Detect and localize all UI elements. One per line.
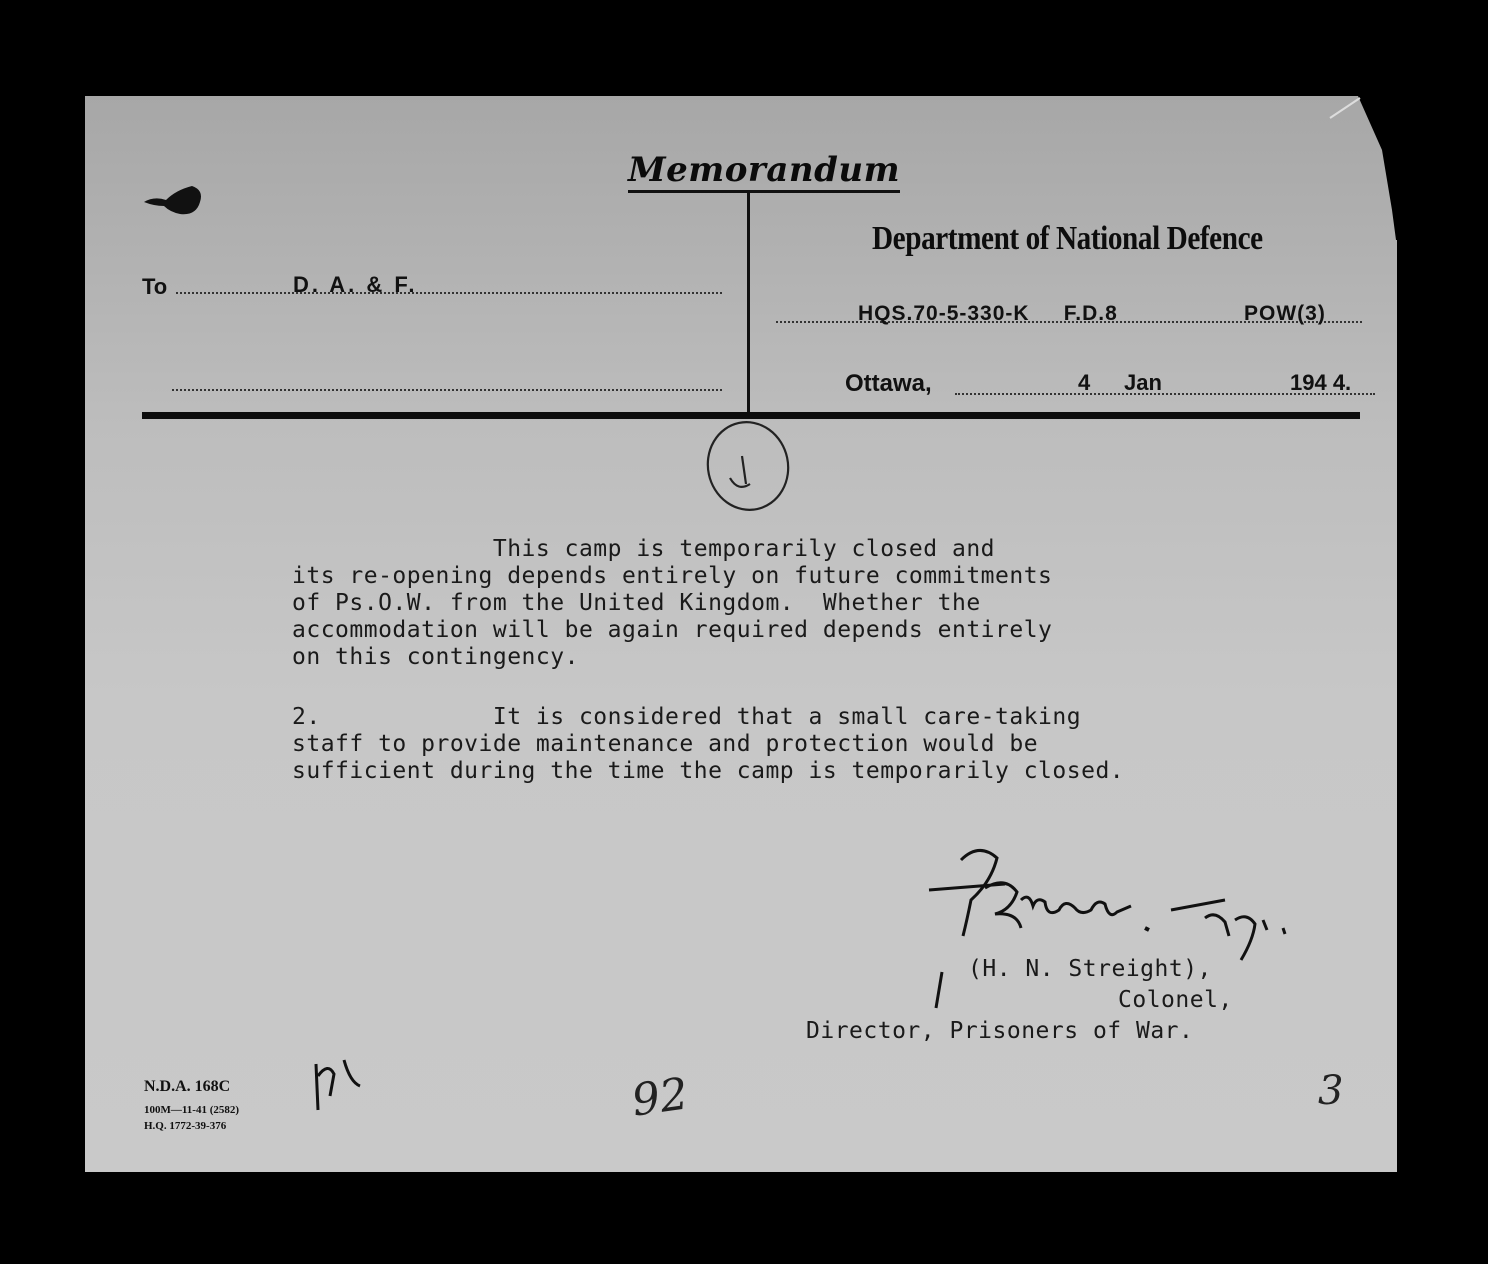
reference-number — [858, 302, 1118, 326]
to-value: D. A. & F. — [293, 272, 418, 297]
signatory-name: (H. N. Streight), — [968, 956, 1212, 982]
reference-branch: F.D.8 — [1063, 302, 1118, 325]
handwritten-tick — [928, 968, 952, 1018]
handwritten-initial — [300, 1052, 370, 1122]
reference-suffix: POW(3) — [1244, 302, 1326, 325]
handwritten-number-92: 92 — [628, 1068, 692, 1127]
form-print-line: 100M—11-41 (2582) — [144, 1104, 240, 1116]
memo-title: Memorandum — [628, 150, 900, 193]
folded-corner — [1300, 90, 1410, 240]
form-code: N.D.A. 168C — [144, 1078, 231, 1095]
department-name: Department of National Defence — [872, 220, 1263, 257]
body-paragraph-2: 2. It is considered that a small care-taking staff to provide maintenance and protection would be sufficient during the time the camp is temporarily closed. — [292, 704, 1125, 784]
header-vertical-divider — [747, 192, 750, 418]
signatory-title: Director, Prisoners of War. — [806, 1018, 1194, 1044]
to-second-dotted-line — [172, 389, 722, 391]
signatory-rank: Colonel, — [1118, 987, 1233, 1013]
ink-blot — [140, 182, 210, 222]
date-day: 4 — [1078, 370, 1091, 395]
date-place: Ottawa, — [845, 370, 932, 397]
reference-file: HQS.70-5-330-K — [858, 302, 1030, 325]
handwritten-signature — [925, 840, 1295, 970]
circled-handwritten-mark — [700, 418, 800, 518]
date-year: 194 4. — [1290, 370, 1352, 395]
body-paragraph-1: This camp is temporarily closed and its re-opening depends entirely on future commitments of Ps.O.W. from the United Kingdom. Whether the accommodation will be again required depends entirely on this contingency. — [292, 536, 1053, 670]
form-hq-line: H.Q. 1772-39-376 — [144, 1120, 227, 1132]
date-month: Jan — [1124, 370, 1162, 395]
handwritten-number-3: 3 — [1318, 1068, 1344, 1114]
to-dotted-line — [176, 292, 722, 294]
to-label: To — [142, 274, 168, 299]
